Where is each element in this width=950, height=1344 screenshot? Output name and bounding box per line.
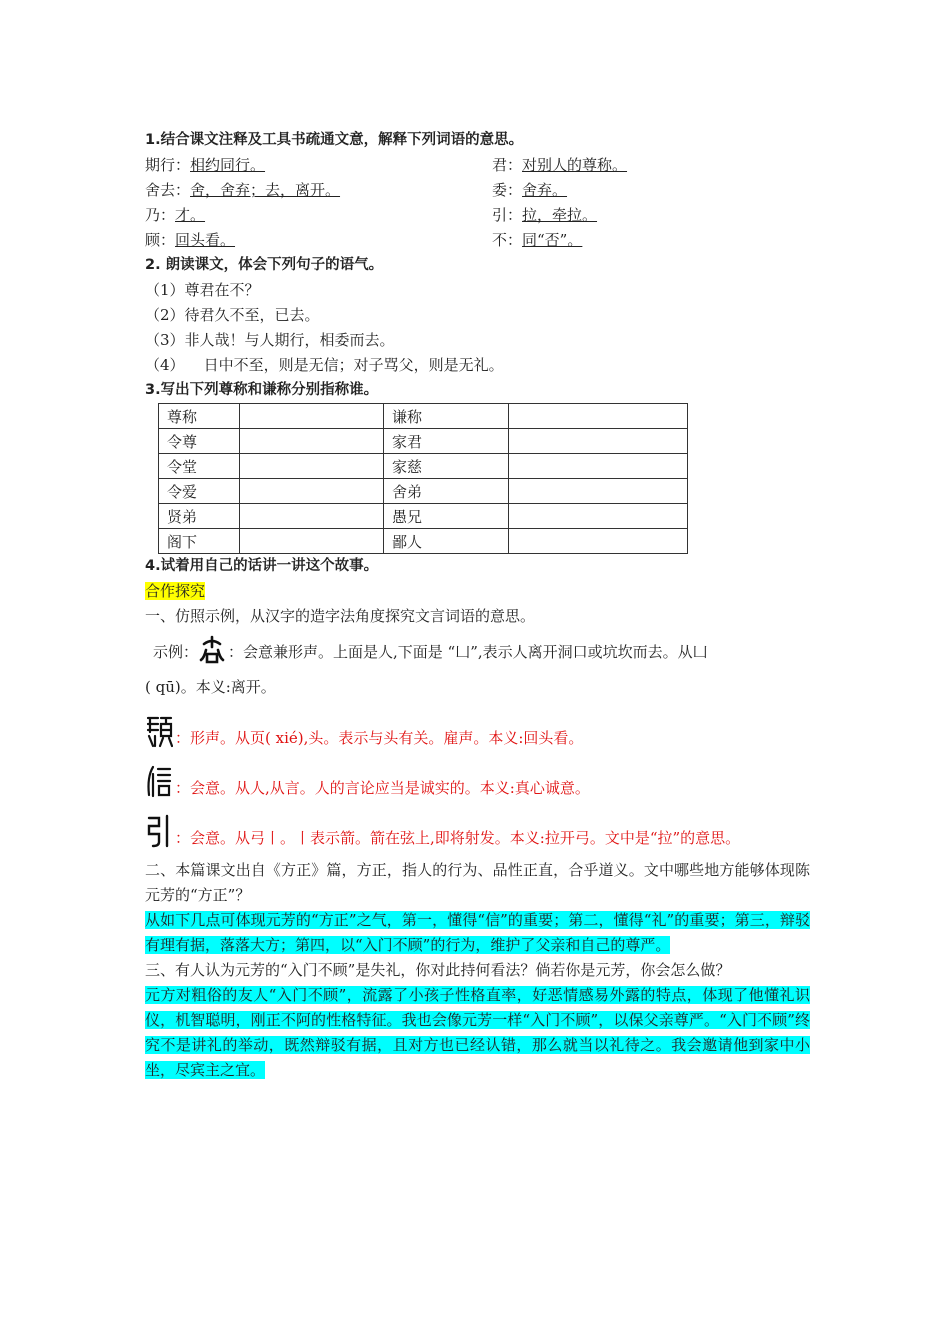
table-cell: 鄙人 <box>384 529 509 554</box>
q1-row <box>145 228 810 253</box>
table-row <box>159 529 688 554</box>
seal-qu-icon <box>198 634 226 668</box>
q2-item: （4） 日中不至，则是无信；对子骂父，则是无礼。 <box>145 356 504 374</box>
definition: 回头看。 <box>175 231 236 249</box>
table-cell: 阁下 <box>159 529 240 554</box>
example-cont: ( qū)。本义:离开。 <box>145 678 276 696</box>
definition: 拉，牵拉。 <box>522 206 598 224</box>
answer-cell[interactable] <box>240 429 384 454</box>
table-row <box>159 504 688 529</box>
table-row <box>159 479 688 504</box>
term: 舍去： <box>145 181 191 199</box>
q1-row <box>145 178 810 203</box>
yin-line <box>145 798 810 848</box>
table-cell: 贤弟 <box>159 504 240 529</box>
table-row <box>159 429 688 454</box>
table-cell: 家君 <box>384 429 509 454</box>
term: 委： <box>492 181 523 199</box>
table-cell: 尊称 <box>159 404 240 429</box>
table-cell: 令堂 <box>159 454 240 479</box>
table-cell: 令爱 <box>159 479 240 504</box>
term: 不： <box>492 231 523 249</box>
table-cell: 家慈 <box>384 454 509 479</box>
q1-rows <box>145 153 810 253</box>
answer-cell[interactable] <box>240 404 384 429</box>
section2-answer <box>145 908 810 958</box>
seal-yin-icon <box>145 814 173 848</box>
answer-cell[interactable] <box>240 454 384 479</box>
section1-title: 一、仿照示例，从汉字的造字法角度探究文言词语的意思。 <box>145 607 536 625</box>
answer-cell[interactable] <box>509 429 688 454</box>
q4-title: 4.试着用自己的话讲一讲这个故事。 <box>145 558 379 574</box>
term: 乃： <box>145 206 176 224</box>
definition: 才。 <box>175 206 206 224</box>
table-cell: 舍弟 <box>384 479 509 504</box>
q1-title: 1.结合课文注释及工具书疏通文意，解释下列词语的意思。 <box>145 132 524 148</box>
table-cell: 愚兄 <box>384 504 509 529</box>
answer-cell[interactable] <box>240 504 384 529</box>
answer-cell[interactable] <box>240 479 384 504</box>
q2-title: 2. 朗读课文，体会下列句子的语气。 <box>145 257 384 273</box>
q1-row <box>145 153 810 178</box>
answer-cell[interactable] <box>509 529 688 554</box>
term: 顾： <box>145 231 176 249</box>
q1-row <box>145 203 810 228</box>
term: 期行： <box>145 156 191 174</box>
gu-line <box>145 702 810 748</box>
example-prefix: 示例： <box>153 642 199 661</box>
xin-explanation: ：会意。从人,从言。人的言论应当是诚实的。本义:真心诚意。 <box>175 779 590 797</box>
answer-cell[interactable] <box>509 479 688 504</box>
honorific-table <box>158 403 688 554</box>
section3-question: 三、有人认为元芳的“入门不顾”是失礼，你对此持何看法？倘若你是元芳，你会怎么做？ <box>145 961 731 979</box>
term: 君： <box>492 156 523 174</box>
example-text: ：会意兼形声。上面是人,下面是 “凵”,表示人离开洞口或坑坎而去。从凵 <box>228 642 708 661</box>
section3-answer <box>145 983 810 1083</box>
answer-highlight: 从如下几点可体现元芳的“方正”之气，第一，懂得“信”的重要；第二，懂得“礼”的重要；第三，辩驳有理有据，落落大方；第四，以“入门不顾”的行为，维护了父亲和自己的尊严。 <box>145 911 810 954</box>
answer-cell[interactable] <box>509 404 688 429</box>
seal-xin-icon <box>145 764 173 798</box>
xin-line <box>145 748 810 798</box>
answer-cell[interactable] <box>509 504 688 529</box>
definition: 同“否”。 <box>522 231 583 249</box>
table-row <box>159 404 688 429</box>
q2-item: （3）非人哉！与人期行，相委而去。 <box>145 331 395 349</box>
table-row <box>159 454 688 479</box>
table-cell: 令尊 <box>159 429 240 454</box>
term: 引： <box>492 206 523 224</box>
answer-cell[interactable] <box>240 529 384 554</box>
answer-highlight: 元方对粗俗的友人“入门不顾”，流露了小孩子性格直率，好恶情感易外露的特点，体现了他懂礼识仪，机智聪明，刚正不阿的性格特征。我也会像元芳一样“入门不顾”，以保父亲尊严。“入门不顾”终究不是讲礼的举动，既然辩驳有据，且对方也已经认错，那么就当以礼待之。我会邀请他到家中小坐，尽宾主之宜。 <box>145 986 810 1079</box>
example-line <box>145 629 810 673</box>
q2-item: （2）待君久不至，已去。 <box>145 306 320 324</box>
section2-question: 二、本篇课文出自《方正》篇，方正，指人的行为、品性正直，合乎道义。文中哪些地方能够体现陈元芳的“方正”？ <box>145 861 810 904</box>
definition: 舍，舍弃；去，离开。 <box>190 181 341 199</box>
q3-title: 3.写出下列尊称和谦称分别指称谁。 <box>145 382 379 398</box>
table-cell: 谦称 <box>384 404 509 429</box>
seal-gu-icon <box>145 714 173 748</box>
yin-explanation: ：会意。从弓丨。丨表示箭。箭在弦上,即将射发。本义:拉开弓。文中是“拉”的意思。 <box>175 829 741 847</box>
gu-explanation: ：形声。从页( xié),头。表示与头有关。雇声。本义:回头看。 <box>175 729 584 747</box>
worksheet <box>145 128 810 1083</box>
definition: 相约同行。 <box>190 156 266 174</box>
q2-item: （1）尊君在不？ <box>145 281 260 299</box>
answer-cell[interactable] <box>509 454 688 479</box>
definition: 对别人的尊称。 <box>522 156 628 174</box>
definition: 舍弃。 <box>522 181 568 199</box>
section-label-highlight: 合作探究 <box>145 582 206 600</box>
